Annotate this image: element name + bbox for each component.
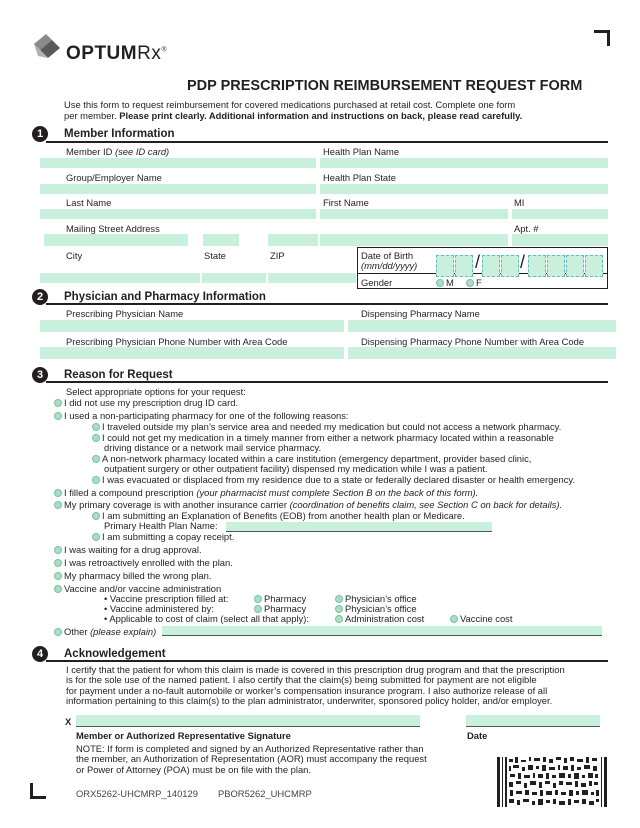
address-field-3[interactable]	[268, 234, 318, 246]
gender-f-option[interactable]	[466, 277, 482, 288]
option-compound-note: (your pharmacist must complete Section B on the back of this form).	[196, 487, 479, 498]
dob-slash-2: /	[520, 252, 526, 272]
signature-x-mark: X	[65, 716, 72, 727]
ack-line-4: information pertaining to this claim(s) to the plan administrator, underwriter, sponsored policy holder, and/or employer.	[66, 695, 553, 706]
zip-field[interactable]	[268, 273, 356, 283]
logo-reg: ®	[161, 46, 168, 54]
physician-phone-field[interactable]	[40, 347, 344, 359]
health-plan-state-label: Health Plan State	[323, 172, 396, 183]
corner-mark-bottom-left	[30, 783, 46, 799]
city-field[interactable]	[40, 273, 200, 283]
vaccine-admin-cost-text: Administration cost	[345, 613, 425, 624]
member-id-text: Member ID	[66, 146, 113, 157]
gender-f-radio[interactable]	[466, 279, 474, 287]
section-3-title: Reason for Request	[64, 369, 173, 381]
option-no-card[interactable]	[54, 398, 238, 408]
dob-hint: (mm/dd/yyyy)	[361, 260, 418, 271]
barcode-icon	[497, 757, 607, 807]
dob-digit-y3[interactable]	[566, 255, 584, 277]
first-name-label: First Name	[323, 197, 369, 208]
address-field-1[interactable]	[44, 234, 188, 246]
suboption-traveled-text: I traveled outside my plan’s service area and needed my medication but could not access a network pharmacy.	[102, 421, 562, 432]
dob-digit-m1[interactable]	[436, 255, 454, 277]
group-employer-field[interactable]	[40, 184, 316, 194]
section-1-rule	[46, 141, 608, 143]
option-retro-text: I was retroactively enrolled with the plan.	[64, 557, 233, 568]
dob-digit-y2[interactable]	[547, 255, 565, 277]
section-4-title: Acknowledgement	[64, 648, 166, 660]
vaccine-admin-cost[interactable]	[335, 614, 424, 624]
vaccine-admin-physician-text: Physician’s office	[345, 603, 417, 614]
physician-phone-label: Prescribing Physician Phone Number with Area Code	[66, 336, 288, 347]
suboption-copay[interactable]	[92, 532, 234, 542]
vaccine-cost-text: Vaccine cost	[460, 613, 513, 624]
dob-digit-d2[interactable]	[501, 255, 519, 277]
checkbox-evacuated[interactable]	[92, 476, 100, 484]
logo-text	[66, 43, 167, 65]
date-field[interactable]	[466, 715, 600, 727]
section-1-number: 1	[32, 126, 48, 142]
dob-digit-m2[interactable]	[455, 255, 473, 277]
section-2-title: Physician and Pharmacy Information	[64, 291, 266, 303]
suboption-care-institution-cont: outpatient surgery or other outpatient facility) dispensed my medication while I was a patient.	[104, 463, 488, 474]
state-field[interactable]	[202, 273, 266, 283]
logo-optum: OPTUM	[66, 43, 138, 64]
checkbox-traveled[interactable]	[92, 423, 100, 431]
dob-digit-d1[interactable]	[482, 255, 500, 277]
member-id-label	[66, 146, 169, 157]
primary-plan-name-field[interactable]	[226, 522, 492, 532]
option-vaccine-text: Vaccine and/or vaccine administration	[64, 583, 222, 594]
city-label: City	[66, 250, 83, 261]
option-compound[interactable]	[54, 488, 478, 498]
ack-line-2: is for the sole use of the named patient. I also certify that the claim(s) being submitted for payment are not eligible	[66, 674, 537, 685]
option-compound-text: I filled a compound prescription	[64, 487, 197, 498]
footer-code-2: PBOR5262_UHCMRP	[218, 788, 312, 799]
checkbox-other[interactable]	[54, 628, 62, 636]
health-plan-name-field[interactable]	[320, 158, 608, 168]
option-primary-note: (coordination of benefits claim, see Section C on back for details).	[289, 499, 563, 510]
note-line-1: NOTE: If form is completed and signed by an Authorized Representative rather than	[76, 743, 424, 754]
suboption-evacuated[interactable]	[92, 475, 575, 485]
suboption-could-not-get-cont: driving distance or a network mail service pharmacy.	[104, 442, 322, 453]
member-id-field[interactable]	[40, 158, 316, 168]
option-no-card-text: I did not use my prescription drug ID card.	[64, 397, 239, 408]
mailing-address-label: Mailing Street Address	[66, 223, 160, 234]
checkbox-eob[interactable]	[92, 512, 100, 520]
intro-per-member: per member.	[64, 110, 120, 121]
checkbox-waiting[interactable]	[54, 546, 62, 554]
checkbox-no-card[interactable]	[54, 399, 62, 407]
section-3-number: 3	[32, 367, 48, 383]
section-4-rule	[46, 660, 608, 662]
ack-line-3: for payment under a no-fault automobile or worker’s compensation insurance program. I also authorize release of all	[66, 685, 548, 696]
section-4-number: 4	[32, 646, 48, 662]
pharmacy-phone-field[interactable]	[348, 347, 616, 359]
section-1-title: Member Information	[64, 128, 175, 140]
option-primary-coverage[interactable]	[54, 500, 562, 510]
primary-plan-name-label: Primary Health Plan Name:	[104, 520, 218, 531]
state-label: State	[204, 250, 226, 261]
vaccine-applicable-label: • Applicable to cost of claim (select all that apply):	[104, 613, 309, 624]
checkbox-could-not-get[interactable]	[92, 434, 100, 442]
first-name-field[interactable]	[320, 209, 508, 219]
intro-line-1: Use this form to request reimbursement for covered medications purchased at retail cost. Complete one form	[64, 99, 516, 110]
checkbox-admin-pharmacy[interactable]	[254, 605, 262, 613]
vaccine-filled-label: • Vaccine prescription filled at:	[104, 593, 229, 604]
checkbox-care-institution[interactable]	[92, 455, 100, 463]
checkbox-vaccine-cost[interactable]	[450, 615, 458, 623]
signature-field[interactable]	[76, 715, 420, 727]
other-explain-field[interactable]	[162, 626, 602, 636]
option-other-text: Other	[64, 626, 91, 637]
apt-label: Apt. #	[514, 223, 539, 234]
last-name-field[interactable]	[40, 209, 316, 219]
note-line-2: the member, an Authorization of Representation (AOR) must accompany the request	[76, 753, 427, 764]
dispensing-pharmacy-field[interactable]	[348, 320, 616, 332]
prescribing-physician-label: Prescribing Physician Name	[66, 308, 184, 319]
option-billed-wrong-text: My pharmacy billed the wrong plan.	[64, 570, 212, 581]
vaccine-administered-label: • Vaccine administered by:	[104, 603, 214, 614]
option-other-note: (please explain)	[90, 626, 157, 637]
dob-digit-y1[interactable]	[528, 255, 546, 277]
option-non-participating-text: I used a non-participating pharmacy for one of the following reasons:	[64, 410, 349, 421]
section-2-rule	[46, 303, 608, 305]
option-billed-wrong[interactable]	[54, 571, 211, 581]
apt-field[interactable]	[512, 234, 608, 246]
option-non-participating[interactable]	[54, 411, 349, 421]
optum-logo-icon	[30, 32, 64, 62]
suboption-copay-text: I am submitting a copay receipt.	[102, 531, 235, 542]
gender-label: Gender	[361, 277, 393, 288]
checkbox-billed-wrong[interactable]	[54, 572, 62, 580]
group-employer-label: Group/Employer Name	[66, 172, 162, 183]
vaccine-cost[interactable]	[450, 614, 512, 624]
zip-label: ZIP	[270, 250, 285, 261]
checkbox-admin-cost[interactable]	[335, 615, 343, 623]
form-title: PDP PRESCRIPTION REIMBURSEMENT REQUEST FORM	[187, 78, 583, 94]
optum-logo	[30, 30, 190, 70]
suboption-could-not-get-text-1: I could not get my medication in a timely manner from either a network pharmacy located within a reasonable	[102, 432, 554, 443]
corner-mark-top-right	[594, 30, 610, 46]
vaccine-filled-pharmacy-text: Pharmacy	[264, 593, 307, 604]
member-id-hint: (see ID card)	[114, 146, 170, 157]
last-name-label: Last Name	[66, 197, 112, 208]
mi-field[interactable]	[512, 209, 608, 219]
signature-label: Member or Authorized Representative Signature	[76, 730, 291, 741]
dob-label: Date of Birth	[361, 250, 414, 261]
section-3-rule	[46, 381, 608, 383]
note-line-3: or Power of Attorney (POA) must be on file with the plan.	[76, 764, 312, 775]
checkbox-retro[interactable]	[54, 559, 62, 567]
ack-line-1: I certify that the patient for whom this claim is made is covered in this prescription drug program and that the prescription	[66, 664, 565, 675]
checkbox-admin-physician[interactable]	[335, 605, 343, 613]
health-plan-name-label: Health Plan Name	[323, 146, 400, 157]
address-field-4[interactable]	[320, 234, 508, 246]
dob-digit-y4[interactable]	[585, 255, 603, 277]
pharmacy-phone-label: Dispensing Pharmacy Phone Number with Area Code	[361, 336, 585, 347]
intro-print-clearly: Please print clearly. Additional information and instructions on back, please read carefully.	[119, 110, 523, 121]
reason-instruction: Select appropriate options for your request:	[66, 386, 246, 397]
dob-slash-1: /	[475, 252, 481, 272]
section-2-number: 2	[32, 289, 48, 305]
suboption-evacuated-text: I was evacuated or displaced from my residence due to a state or federally declared disaster or health emergency.	[102, 474, 575, 485]
prescribing-physician-field[interactable]	[40, 320, 344, 332]
checkbox-filled-pharmacy[interactable]	[254, 595, 262, 603]
option-primary-text: My primary coverage is with another insurance carrier	[64, 499, 290, 510]
gender-f-text: F	[476, 277, 482, 288]
option-other[interactable]	[54, 627, 156, 637]
logo-rx: Rx	[137, 43, 162, 64]
vaccine-filled-physician-text: Physician’s office	[345, 593, 417, 604]
date-label: Date	[467, 730, 488, 741]
address-field-2[interactable]	[203, 234, 239, 246]
mi-label: MI	[514, 197, 525, 208]
checkbox-primary-coverage[interactable]	[54, 501, 62, 509]
gender-m-radio[interactable]	[436, 279, 444, 287]
checkbox-filled-physician[interactable]	[335, 595, 343, 603]
gender-m-text: M	[446, 277, 454, 288]
vaccine-admin-pharmacy-text: Pharmacy	[264, 603, 307, 614]
option-retro[interactable]	[54, 558, 233, 568]
intro-line-2	[64, 110, 522, 121]
option-waiting[interactable]	[54, 545, 202, 555]
checkbox-vaccine[interactable]	[54, 585, 62, 593]
suboption-care-institution-text-1: A non-network pharmacy located within a care institution (emergency department, provider based clinic,	[102, 453, 532, 464]
suboption-traveled[interactable]	[92, 422, 561, 432]
footer-code-1: ORX5262-UHCMRP_140129	[76, 788, 198, 799]
barcode	[497, 757, 607, 807]
checkbox-copay[interactable]	[92, 533, 100, 541]
checkbox-non-participating[interactable]	[54, 412, 62, 420]
health-plan-state-field[interactable]	[320, 184, 608, 194]
suboption-eob-text: I am submitting an Explanation of Benefits (EOB) from another health plan or Medicare.	[102, 510, 465, 521]
option-waiting-text: I was waiting for a drug approval.	[64, 544, 202, 555]
gender-m-option[interactable]	[436, 277, 454, 288]
checkbox-compound[interactable]	[54, 489, 62, 497]
dispensing-pharmacy-label: Dispensing Pharmacy Name	[361, 308, 480, 319]
